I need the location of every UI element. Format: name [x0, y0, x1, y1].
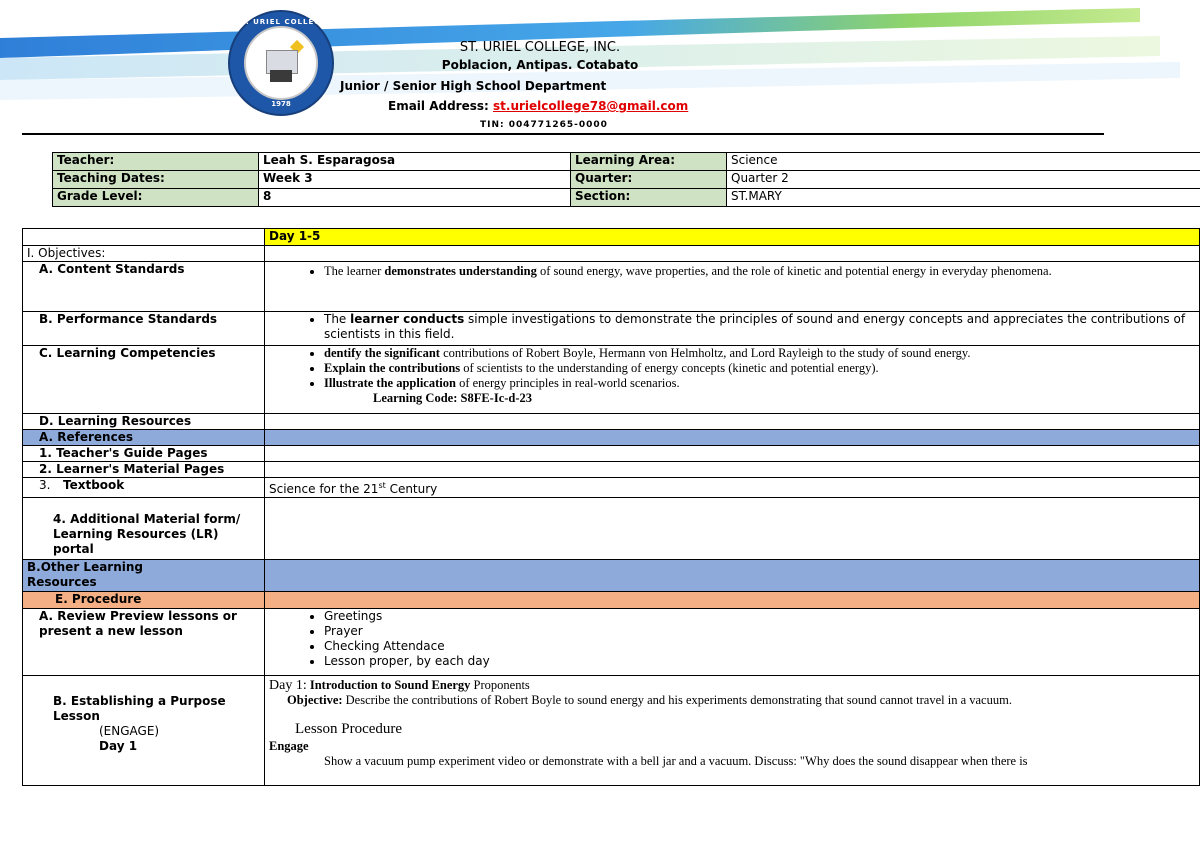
other-resources-label: B.Other Learning Resources [23, 560, 265, 592]
school-name: ST. URIEL COLLEGE, INC. [459, 40, 621, 55]
performance-standards-cell [265, 312, 1200, 346]
textbook-label: 3. Textbook [23, 478, 265, 498]
lesson-procedure-heading: Lesson Procedure [295, 721, 403, 737]
tg-pages-label: 1. Teacher's Guide Pages [23, 446, 265, 462]
section-label: Section: [571, 189, 727, 207]
resources-label: D. Learning Resources [23, 414, 265, 430]
purpose-label: B. Establishing a Purpose Lesson [53, 694, 226, 723]
area-label: Learning Area: [571, 153, 727, 171]
procedure-label: E. Procedure [23, 592, 265, 609]
review-cell [265, 609, 1200, 676]
objectives-heading: I. Objectives: [23, 246, 265, 262]
textbook-value: Science for the 21st Century [265, 478, 1200, 498]
info-table [52, 152, 1200, 207]
lesson-plan-table [22, 228, 1200, 786]
review-item: • Prayer [324, 624, 1195, 639]
quarter-label: Quarter: [571, 171, 727, 189]
day-header: Day 1-5 [265, 229, 1200, 246]
teacher-label: Teacher: [53, 153, 259, 171]
review-item: • Checking Attendace [324, 639, 1195, 654]
engage-item: • Show a vacuum pump experiment video or demonstrate with a bell jar and a vacuum. Discuss: "Why does the sound disappear when there is [324, 754, 1195, 769]
email-link[interactable]: st.urielcollege78@gmail.com [493, 99, 689, 113]
email-label: Email Address: [388, 99, 489, 113]
competency-1: • dentify the significant contributions of Robert Boyle, Hermann von Helmholtz, and Lord Rayleigh to the study of sound energy. [324, 346, 1195, 361]
lm-pages-label: 2. Learner's Material Pages [23, 462, 265, 478]
competencies-label: C. Learning Competencies [23, 346, 265, 414]
engage-heading: Engage [269, 739, 309, 753]
grade-label: Grade Level: [53, 189, 259, 207]
learning-code: Learning Code: S8FE-Ic-d-23 [373, 391, 533, 405]
grade-value: 8 [259, 189, 571, 207]
school-address: Poblacion, Antipas. Cotabato [441, 58, 639, 72]
dates-label: Teaching Dates: [53, 171, 259, 189]
quarter-value: Quarter 2 [727, 171, 1200, 189]
review-item: • Greetings [324, 609, 1195, 624]
area-value: Science [727, 153, 1200, 171]
content-standards-item: • The learner demonstrates understanding of sound energy, wave properties, and the role of kinetic and potential energy in everyday phenomena. [324, 264, 1195, 279]
additional-material-label: 4. Additional Material form/ Learning Resources (LR) portal [23, 498, 265, 560]
day1-label: Day 1 [99, 739, 138, 753]
teacher-value: Leah S. Esparagosa [259, 153, 571, 171]
performance-standards-item: • The learner conducts simple investigations to demonstrate the principles of sound and energy concepts and appreciates the contributions of scientists in this field. [324, 312, 1195, 342]
competency-3: • Illustrate the application of energy principles in real-world scenarios. [324, 376, 1195, 391]
references-label: A. References [23, 430, 265, 446]
school-department: Junior / Senior High School Department [340, 79, 607, 93]
content-standards-cell [265, 262, 1200, 312]
competency-2: • Explain the contributions of scientists to the understanding of energy concepts (kinetic and potential energy). [324, 361, 1195, 376]
purpose-content-cell [265, 676, 1200, 786]
school-email-line [388, 99, 888, 113]
dates-value: Week 3 [259, 171, 571, 189]
objective-line: Objective: Describe the contributions of Robert Boyle to sound energy and his experiments demonstrating that sound cannot travel in a vacuum. [287, 693, 1012, 707]
header-banner [0, 0, 1200, 140]
review-label: A. Review Preview lessons or present a new lesson [23, 609, 265, 676]
school-logo: ST. URIEL COLLEGE 1978 [228, 10, 334, 116]
logo-year: 1978 [271, 100, 291, 108]
engage-tag: (ENGAGE) [99, 724, 160, 738]
purpose-label-cell [23, 676, 265, 786]
section-value: ST.MARY [727, 189, 1200, 207]
content-standards-label: A. Content Standards [23, 262, 265, 312]
header-divider [22, 133, 1104, 135]
school-tin: TIN: 004771265-0000 [480, 120, 608, 130]
competencies-cell [265, 346, 1200, 414]
performance-standards-label: B. Performance Standards [23, 312, 265, 346]
review-item: • Lesson proper, by each day [324, 654, 1195, 669]
day1-heading: Day 1: Introduction to Sound Energy Proponents [269, 678, 530, 693]
